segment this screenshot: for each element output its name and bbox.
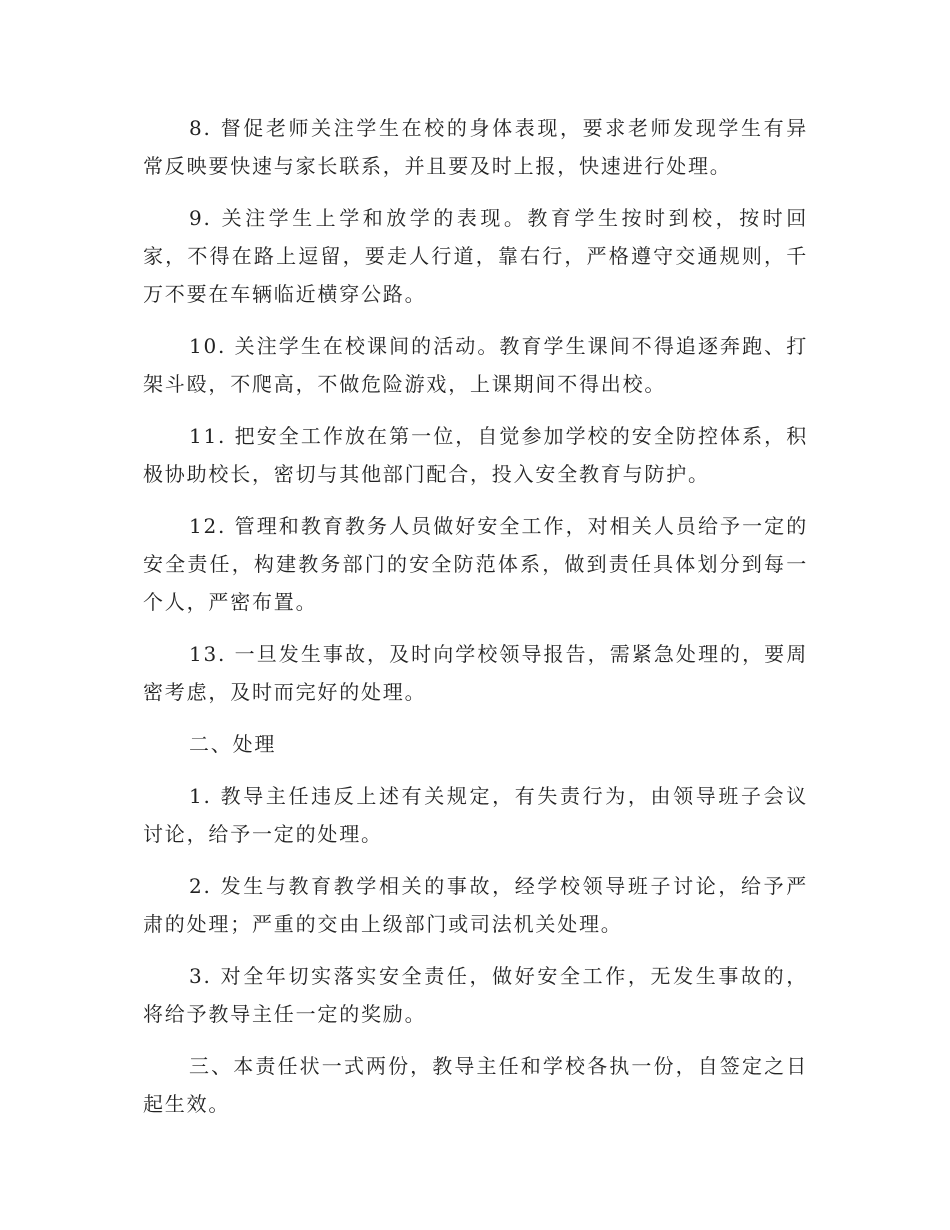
paragraph-item-10: 10. 关注学生在校课间的活动。教育学生课间不得追逐奔跑、打架斗殴，不爬高，不做危险游戏，上课期间不得出校。 (143, 334, 808, 396)
paragraph-handling-3: 3. 对全年切实落实安全责任，做好安全工作，无发生事故的，将给予教导主任一定的奖励。 (143, 964, 808, 1026)
section-effective-clause: 三、本责任状一式两份，教导主任和学校各执一份，自签定之日起生效。 (143, 1054, 808, 1116)
paragraph-handling-2: 2. 发生与教育教学相关的事故，经学校领导班子讨论，给予严肃的处理；严重的交由上级部门或司法机关处理。 (143, 874, 808, 936)
document-body (143, 109, 808, 1123)
paragraph-handling-1: 1. 教导主任违反上述有关规定，有失责行为，由领导班子会议讨论，给予一定的处理。 (143, 784, 808, 846)
paragraph-item-12: 12. 管理和教育教务人员做好安全工作，对相关人员给予一定的安全责任，构建教务部门的安全防范体系，做到责任具体划分到每一个人，严密布置。 (143, 514, 808, 614)
paragraph-item-8: 8. 督促老师关注学生在校的身体表现，要求老师发现学生有异常反映要快速与家长联系，并且要及时上报，快速进行处理。 (143, 116, 808, 178)
paragraph-item-9: 9. 关注学生上学和放学的表现。教育学生按时到校，按时回家，不得在路上逗留，要走人行道，靠右行，严格遵守交通规则，千万不要在车辆临近横穿公路。 (143, 206, 808, 306)
paragraph-item-13: 13. 一旦发生事故，及时向学校领导报告，需紧急处理的，要周密考虑，及时而完好的处理。 (143, 642, 808, 704)
paragraph-item-11: 11. 把安全工作放在第一位，自觉参加学校的安全防控体系，积极协助校长，密切与其他部门配合，投入安全教育与防护。 (143, 424, 808, 486)
section-heading-handling: 二、处理 (189, 732, 277, 756)
